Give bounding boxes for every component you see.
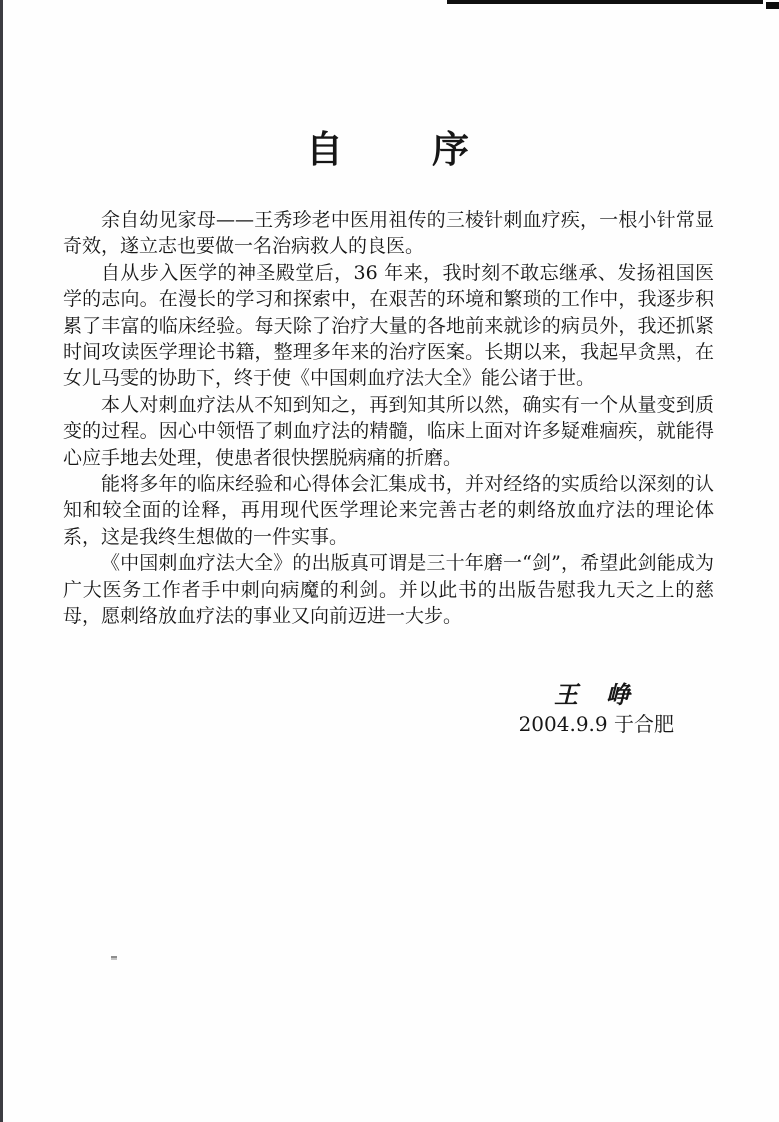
page-title-char1: 自 xyxy=(306,127,344,171)
scan-artifact-corner-blob xyxy=(766,2,779,9)
page-title-char2: 序 xyxy=(432,127,470,171)
signature-name: 王 峥 xyxy=(554,680,632,709)
signature-date: 2004.9.9 于合肥 xyxy=(518,712,674,736)
signature-block xyxy=(63,681,714,737)
page-title xyxy=(63,128,713,170)
scan-artifact-top-bar xyxy=(447,0,763,4)
preface-paragraph: 本人对刺血疗法从不知到知之，再到知其所以然，确实有一个从量变到质变的过程。因心中领悟了刺血疗法的精髓，临床上面对许多疑难痼疾，就能得心应手地去处理，使患者很快摆脱病痛的折磨。 xyxy=(63,393,714,469)
preface-paragraph: 《中国刺血疗法大全》的出版真可谓是三十年磨一“剑”，希望此剑能成为广大医务工作者手中刺向病魔的利剑。并以此书的出版告慰我九天之上的慈母，愿刺络放血疗法的事业又向前迈进一大步。 xyxy=(63,552,714,628)
preface-paragraph: 能将多年的临床经验和心得体会汇集成书，并对经络的实质给以深刻的认知和较全面的诠释，再用现代医学理论来完善古老的刺络放血疗法的理论体系，这是我终生想做的一件实事。 xyxy=(63,473,714,548)
scan-artifact-speck xyxy=(111,956,117,960)
preface-body xyxy=(63,207,714,630)
preface-paragraph: 自从步入医学的神圣殿堂后，36 年来，我时刻不敢忘继承、发扬祖国医学的志向。在漫长的学习和探索中，在艰苦的环境和繁琐的工作中，我逐步积累了丰富的临床经验。每天除了治疗大量的各地前来就诊的病员外，我还抓紧时间攻读医学理论书籍，整理多年来的治疗医案。长期以来，我起早贪黑，在女儿马雯的协助下，终于使《中国刺血疗法大全》能公诸于世。 xyxy=(63,261,714,390)
scan-artifact-left-edge xyxy=(0,0,3,1122)
preface-paragraph: 余自幼见家母——王秀珍老中医用祖传的三棱针刺血疗疾，一根小针常显奇效，遂立志也要做一名治病救人的良医。 xyxy=(63,209,714,258)
